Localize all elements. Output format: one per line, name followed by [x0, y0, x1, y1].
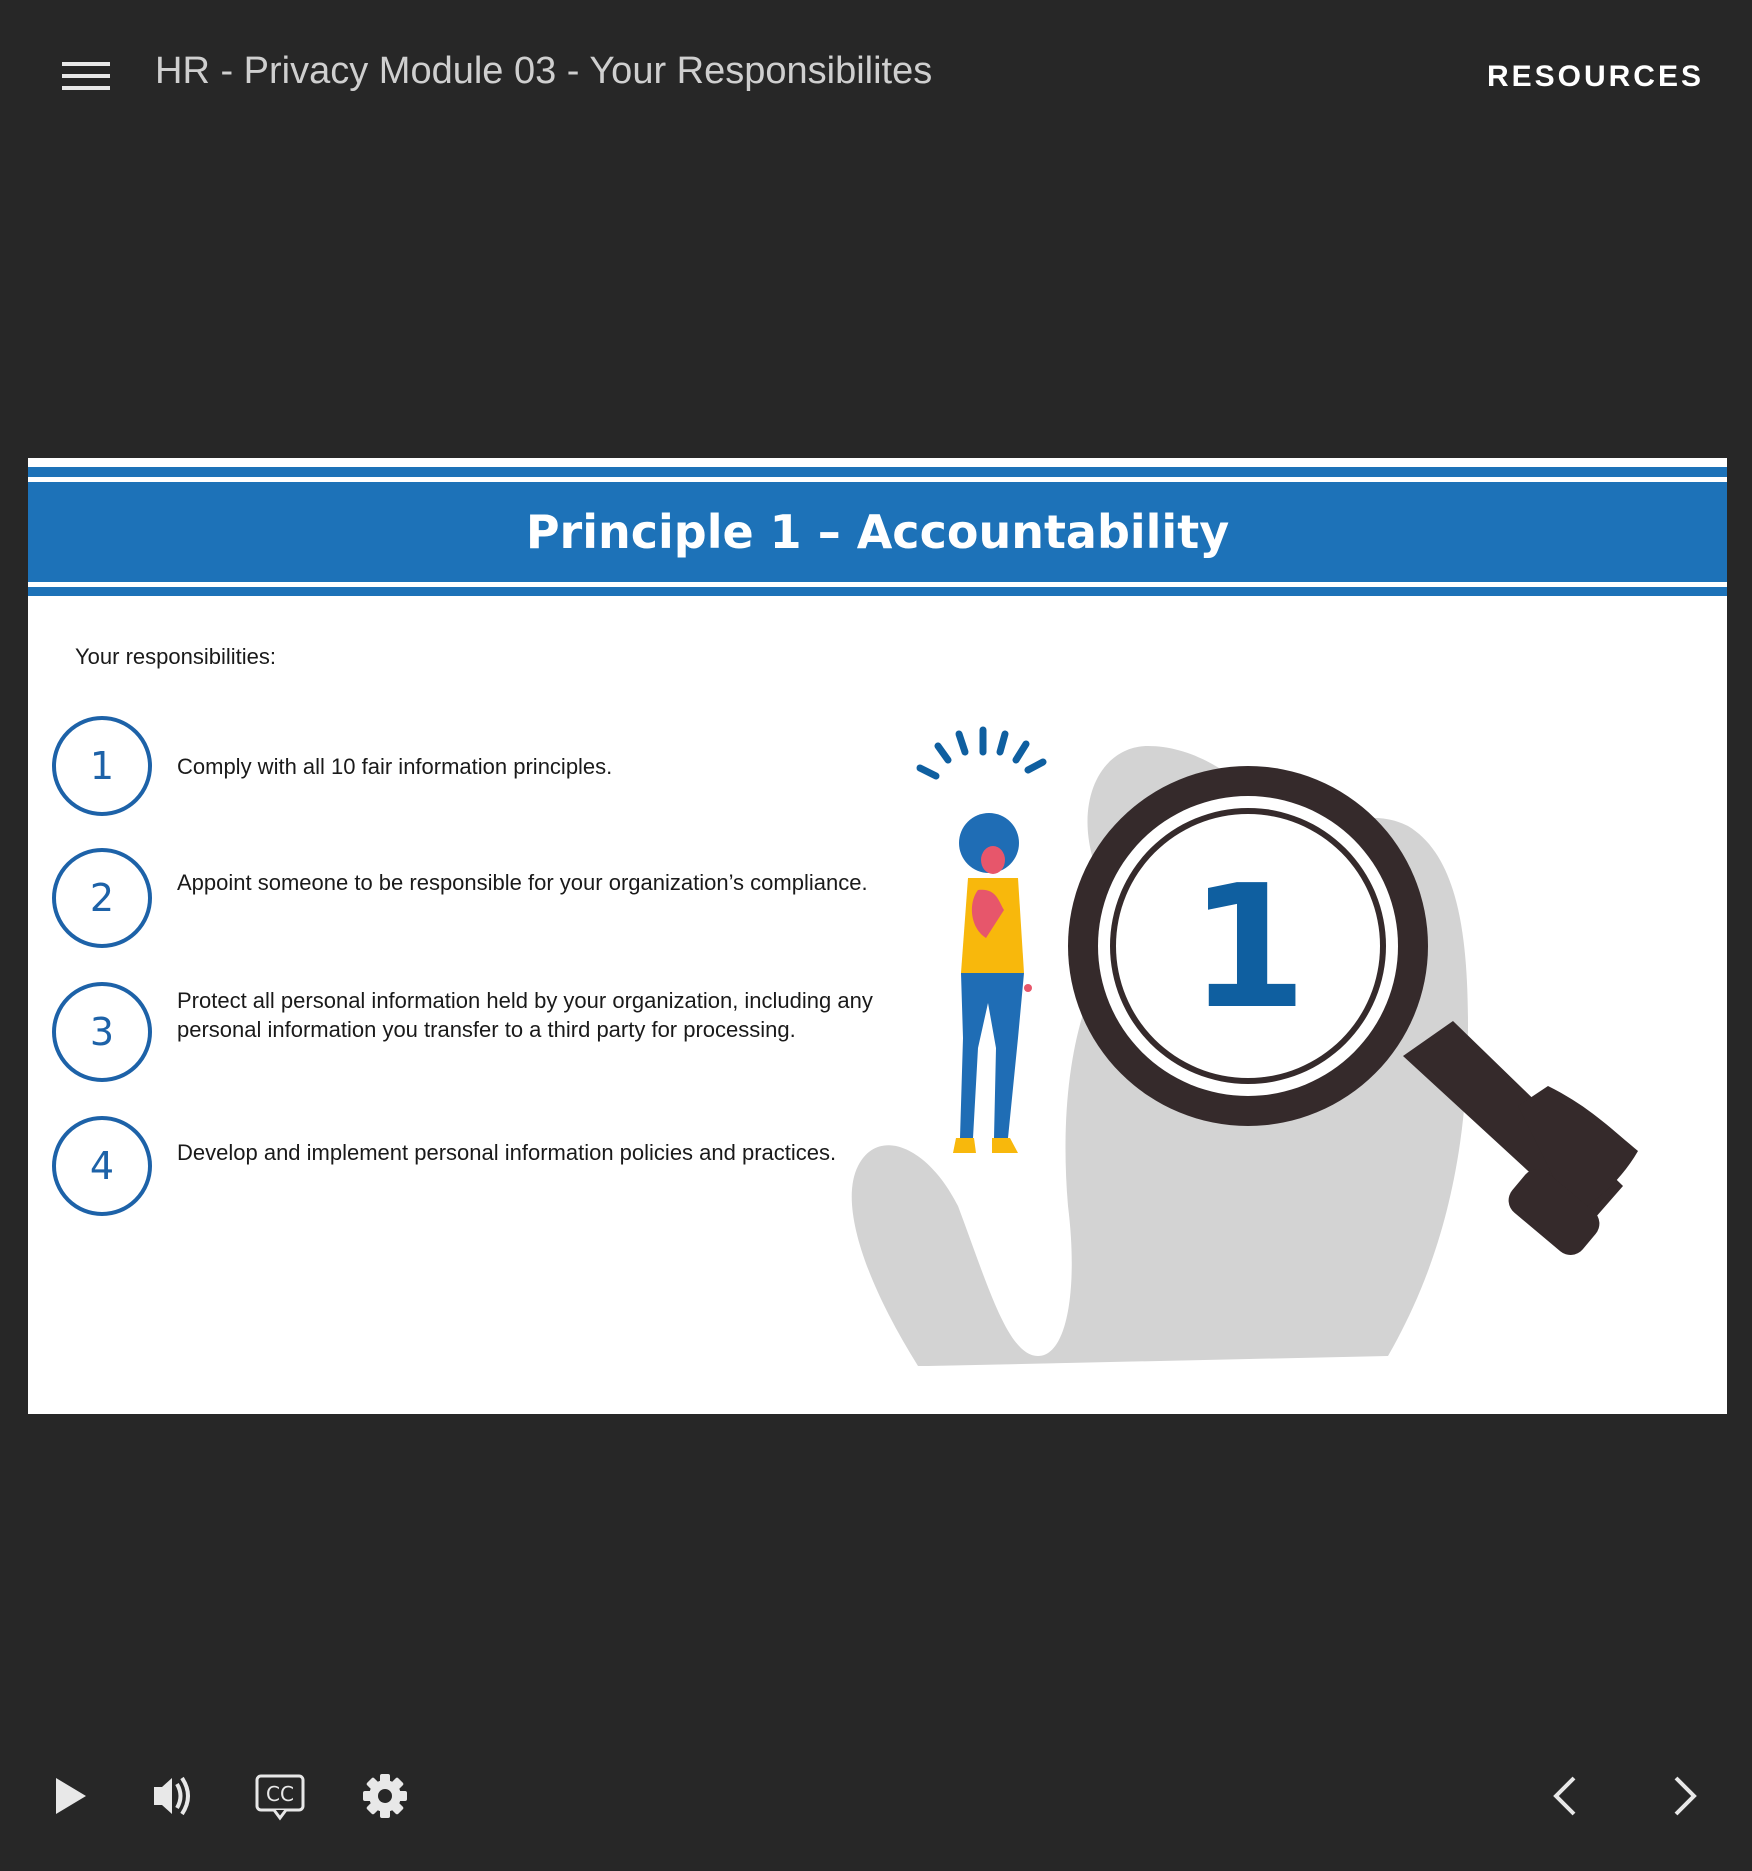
number-circle: 2	[52, 848, 152, 948]
playback-controls	[0, 1740, 1752, 1850]
responsibility-text: Protect all personal information held by your organization, including any personal information you transfer to a third party for processing.	[177, 988, 873, 1042]
chevron-right-icon[interactable]	[1664, 1740, 1704, 1850]
title-banner	[28, 458, 1727, 596]
slide-content	[28, 458, 1727, 1414]
responsibility-item-3	[52, 982, 872, 1092]
play-icon[interactable]	[52, 1740, 92, 1850]
responsibility-text: Comply with all 10 fair information principles.	[177, 754, 613, 779]
accountability-illustration	[828, 638, 1727, 1414]
responsibility-text: Appoint someone to be responsible for your organization’s compliance.	[177, 870, 868, 895]
intro-text: Your responsibilities:	[75, 644, 276, 669]
number-circle: 1	[52, 716, 152, 816]
responsibility-item-1	[52, 716, 872, 826]
svg-text:CC: CC	[266, 1782, 294, 1806]
responsibility-item-2	[52, 848, 872, 958]
person-figure-icon	[953, 813, 1032, 1153]
banner-stripe-bottom	[28, 587, 1727, 596]
player-header	[0, 0, 1752, 160]
magnifier-number: 1	[1188, 849, 1308, 1047]
responsibility-item-4	[52, 1116, 872, 1226]
volume-icon[interactable]	[152, 1740, 202, 1850]
banner-stripe-top	[28, 467, 1727, 477]
thought-lines-icon	[920, 730, 1043, 776]
closed-captions-icon[interactable]	[254, 1740, 306, 1850]
hamburger-menu-icon[interactable]	[62, 62, 110, 92]
responsibility-text: Develop and implement personal information policies and practices.	[177, 1140, 837, 1165]
number-circle: 3	[52, 982, 152, 1082]
resources-button[interactable]: RESOURCES	[1486, 60, 1704, 93]
gear-icon[interactable]	[362, 1740, 408, 1850]
slide-title: Principle 1 – Accountability	[525, 505, 1230, 559]
number-circle: 4	[52, 1116, 152, 1216]
chevron-left-icon[interactable]	[1546, 1740, 1586, 1850]
course-title: HR - Privacy Module 03 - Your Responsibilites	[155, 50, 933, 92]
